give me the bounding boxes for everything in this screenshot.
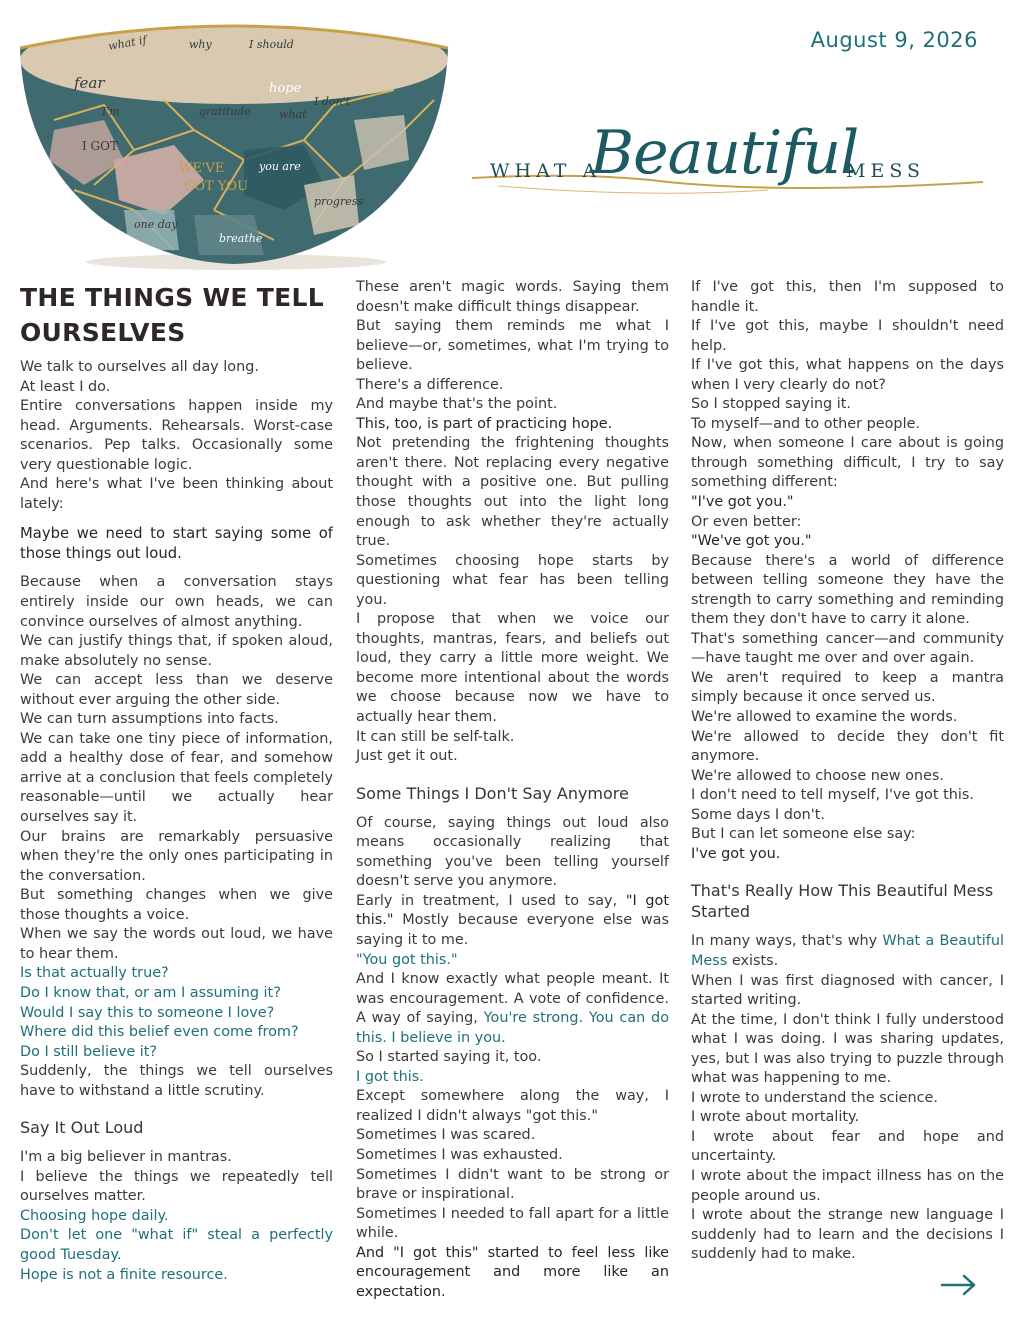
paragraph: But I can let someone else say:: [691, 826, 916, 843]
text-run: In many ways, that's why: [691, 933, 883, 950]
paragraph: We talk to ourselves all day long.: [20, 359, 259, 375]
svg-text:hope: hope: [269, 81, 302, 96]
quote-line: I got this.: [356, 1068, 424, 1085]
text-run-quote: "I got this.": [356, 892, 669, 929]
paragraph: I wrote about fear and hope and uncertainty.: [691, 1128, 1004, 1165]
paragraph: There's a difference.: [356, 376, 504, 393]
question-line: Do I still believe it?: [20, 1043, 158, 1060]
svg-text:what if: what if: [107, 33, 148, 53]
article-column-1: [20, 278, 333, 1285]
paragraph: Sometimes I was exhausted.: [356, 1146, 563, 1163]
paragraph: I wrote about the strange new language I suddenly had to learn and the decisions I suddenly had to make.: [691, 1207, 1004, 1263]
paragraph: Because when a conversation stays entirely inside our own heads, we can convince ourselves of almost anything.: [20, 574, 333, 630]
svg-text:why: why: [189, 38, 212, 51]
page-date: August 9, 2026: [810, 28, 978, 52]
paragraph: Just get it out.: [356, 748, 458, 765]
paragraph: I wrote to understand the science.: [691, 1089, 938, 1106]
section-heading-how-it-started: That's Really How This Beautiful Mess Started: [691, 881, 994, 922]
paragraph: I'm a big believer in mantras.: [20, 1149, 232, 1166]
svg-text:what: what: [279, 108, 307, 121]
paragraph: We aren't required to keep a mantra simply because it once served us.: [691, 669, 1004, 706]
paragraph: Sometimes I needed to fall apart for a little while.: [356, 1205, 669, 1242]
paragraph: Some days I don't.: [691, 806, 825, 823]
paragraph: Our brains are remarkably persuasive when they're the only ones participating in the conversation.: [20, 828, 333, 884]
paragraph: So I stopped saying it.: [691, 396, 851, 413]
kintsugi-bowl-illustration: [14, 10, 454, 272]
paragraph: Or even better:: [691, 513, 802, 530]
paragraph: I wrote about mortality.: [691, 1109, 860, 1126]
paragraph: We can justify things that, if spoken aloud, make absolutely no sense.: [20, 633, 333, 669]
text-run: exists.: [727, 952, 779, 969]
paragraph: To myself—and to other people.: [691, 415, 920, 432]
paragraph: We're allowed to examine the words.: [691, 709, 958, 726]
paragraph: Because there's a world of difference between telling someone they have the strength to carry something and reminding them they don't have to carry it alone.: [691, 552, 1004, 628]
question-line: Would I say this to someone I love?: [20, 1004, 275, 1021]
svg-text:I should: I should: [249, 38, 294, 51]
mantra-line: Don't let one "what if" steal a perfectly good Tuesday.: [20, 1227, 333, 1263]
paragraph: I don't need to tell myself, I've got this.: [691, 787, 974, 804]
question-line: Where did this belief even come from?: [20, 1024, 299, 1041]
mantra-line: Hope is not a finite resource.: [20, 1266, 228, 1283]
what-a-beautiful-mess-logo: [468, 112, 988, 232]
svg-text:one day: one day: [134, 218, 178, 231]
paragraph: And here's what I've been thinking about lately:: [20, 476, 333, 512]
svg-text:WE'VE: WE'VE: [179, 161, 225, 176]
quote-line: I've got you.: [691, 845, 781, 862]
article-column-2: [356, 278, 669, 1302]
logo-word-mess: MESS: [846, 160, 926, 182]
paragraph: We can accept less than we deserve without ever arguing the other side.: [20, 672, 333, 708]
article-column-3: [691, 278, 1004, 1265]
quote-line: "You got this.": [356, 951, 458, 968]
paragraph: If I've got this, maybe I shouldn't need help.: [691, 318, 1004, 354]
paragraph: [356, 892, 669, 951]
svg-text:gratitude: gratitude: [199, 105, 251, 118]
paragraph: Sometimes choosing hope starts by questioning what fear has been telling you.: [356, 552, 669, 608]
paragraph: At least I do.: [20, 378, 111, 395]
question-line: Do I know that, or am I assuming it?: [20, 984, 281, 1001]
paragraph: [691, 932, 1004, 971]
paragraph: But something changes when we give those thoughts a voice.: [20, 887, 333, 923]
paragraph: These aren't magic words. Saying them doesn't make difficult things disappear.: [356, 279, 669, 315]
article-title: THE THINGS WE TELL OURSELVES: [20, 283, 324, 347]
svg-text:I'm: I'm: [102, 105, 120, 118]
text-run: And I know exactly what people meant. It was encouragement. A vote of confidence. A way of saying,: [356, 971, 669, 1027]
paragraph: Except somewhere along the way, I realized I didn't always "got this.": [356, 1088, 669, 1124]
paragraph: And maybe that's the point.: [356, 396, 558, 413]
paragraph: I propose that when we voice our thoughts, mantras, fears, and beliefs out loud, they carry a little more weight. We become more intentional about the words we choose because now we have to actually hear them.: [356, 611, 669, 726]
paragraph: We can turn assumptions into facts.: [20, 711, 279, 728]
callout-paragraph: Maybe we need to start saying some of those things out loud.: [20, 525, 333, 562]
paragraph: I wrote about the impact illness has on the people around us.: [691, 1167, 1004, 1204]
paragraph: Sometimes I was scared.: [356, 1127, 536, 1144]
paragraph: When we say the words out loud, we have to hear them.: [20, 926, 333, 962]
svg-text:GOT YOU: GOT YOU: [184, 179, 249, 194]
paragraph: But saying them reminds me what I believe—or, sometimes, what I'm trying to believe.: [356, 318, 669, 374]
emphasis-line: This, too, is part of practicing hope.: [356, 415, 613, 432]
paragraph: Now, when someone I care about is going through something difficult, I try to say something different:: [691, 435, 1004, 491]
svg-text:progress: progress: [314, 195, 364, 208]
arrow-right-icon[interactable]: [940, 1270, 980, 1300]
svg-text:fear: fear: [74, 74, 105, 92]
paragraph: That's something cancer—and community—have taught me over and over again.: [691, 630, 1004, 667]
section-heading-some-things: Some Things I Don't Say Anymore: [356, 783, 629, 803]
paragraph: Sometimes I didn't want to be strong or brave or inspirational.: [356, 1166, 669, 1203]
blog-name-link[interactable]: What a Beautiful Mess: [691, 933, 1004, 969]
section-heading-say-it-out-loud: Say It Out Loud: [20, 1118, 144, 1138]
text-run: Mostly because everyone else was saying it to me.: [356, 912, 669, 948]
logo-word-what-a: WHAT A: [490, 160, 602, 182]
svg-text:I don't: I don't: [314, 95, 351, 108]
paragraph: Entire conversations happen inside my head. Arguments. Rehearsals. Worst-case scenarios. Pep talks. Occasionally some very questionable logic.: [20, 398, 333, 473]
paragraph: It can still be self-talk.: [356, 728, 515, 745]
quote-line: "We've got you.": [691, 533, 812, 550]
svg-text:breathe: breathe: [219, 232, 263, 245]
paragraph: Not pretending the frightening thoughts aren't there. Not replacing every negative thought with a positive one. But pulling those thoughts out into the light long enough to ask whether they're actually true.: [356, 435, 669, 550]
text-run-teal: You're strong. You can do this. I believe in you.: [356, 1010, 670, 1046]
paragraph: If I've got this, what happens on the days when I very clearly do not?: [691, 357, 1004, 393]
paragraph: When I was first diagnosed with cancer, I started writing.: [691, 972, 1004, 1009]
paragraph: I believe the things we repeatedly tell ourselves matter.: [20, 1168, 333, 1205]
paragraph: [356, 970, 669, 1048]
quote-line: "I've got you.": [691, 494, 794, 511]
svg-text:you are: you are: [259, 160, 301, 173]
paragraph: We're allowed to decide they don't fit anymore.: [691, 728, 1004, 765]
paragraph: Of course, saying things out loud also means occasionally realizing that something you've been telling yourself doesn't serve you anymore.: [356, 814, 669, 890]
question-line: Is that actually true?: [20, 965, 169, 982]
mantra-line: Choosing hope daily.: [20, 1207, 169, 1224]
logo-word-beautiful: Beautiful: [590, 118, 859, 188]
svg-text:I GOT: I GOT: [82, 139, 118, 153]
paragraph: At the time, I don't think I fully understood what I was doing. I was sharing updates, yes, but I was also trying to puzzle through what was happening to me.: [691, 1011, 1004, 1087]
paragraph: We're allowed to choose new ones.: [691, 767, 944, 784]
paragraph: So I started saying it, too.: [356, 1049, 542, 1066]
text-run: Early in treatment, I used to say,: [356, 892, 626, 909]
emphasis-paragraph: And "I got this" started to feel less like encouragement and more like an expectation.: [356, 1244, 669, 1300]
paragraph: We can take one tiny piece of information, add a healthy dose of fear, and somehow arrive at a conclusion that feels completely reasonable—until we actually hear ourselves say it.: [20, 730, 333, 826]
paragraph: Suddenly, the things we tell ourselves have to withstand a little scrutiny.: [20, 1063, 333, 1099]
paragraph: If I've got this, then I'm supposed to handle it.: [691, 279, 1004, 315]
